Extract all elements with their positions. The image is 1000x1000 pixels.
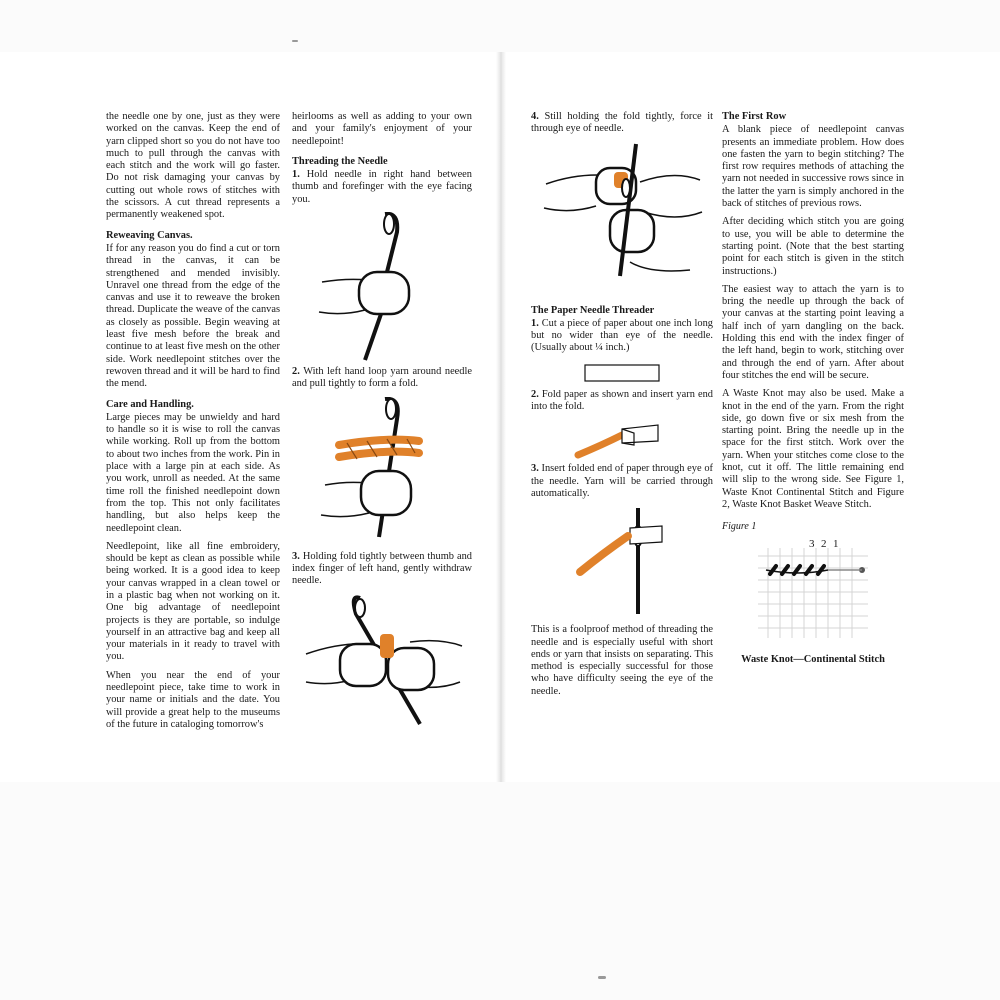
step-3 <box>292 551 472 588</box>
book-gutter <box>496 52 506 782</box>
paper-step-3 <box>531 463 713 500</box>
step-number: 2. <box>292 366 300 378</box>
paragraph: The easiest way to attach the yarn is to bring the needle up through the back of your canvas at the starting point leaving a half inch of yarn dangling on the back. Holding this end with the index finger of the left hand, begin to work, stitching over and through the end of yarn. After about four stitches the end will be secure. <box>722 283 904 381</box>
heading-threading-the-needle: Threading the Needle <box>292 155 388 167</box>
figure-caption: Waste Knot—Continental Stitch <box>741 653 885 665</box>
paragraph: the needle one by one, just as they were worked on the canvas. Keep the end of yarn clipped short so you do not have too much to pull through the canvas with each stitch and the work will go faster. Do not risk damaging your canvas by cutting out whole rows of stitches with the scissors. A cut thread represents a permanently weakened spot. <box>106 111 280 221</box>
withdraw-needle-illustration <box>300 594 465 734</box>
force-fold-illustration <box>540 142 705 277</box>
step-text: Fold paper as shown and insert yarn end into the fold. <box>531 388 713 413</box>
figure-number: 3 <box>809 537 815 550</box>
heading-care-and-handling: Care and Handling. <box>106 398 194 410</box>
step-1 <box>292 169 472 206</box>
step-4 <box>531 111 713 136</box>
paper-strip-illustration <box>582 361 662 385</box>
paragraph: Needlepoint, like all fine embroidery, should be kept as clean as possible while being worked. It is a good idea to keep your canvas wrapped in a clean towel or in a plastic bag when not working on it. One big advantage of needlepoint projects is they are portable, so indulge yourself in an attractive bag and keep all your materials in it ready to travel with you. <box>106 540 280 663</box>
column-2 <box>292 111 472 738</box>
step-2 <box>292 366 472 391</box>
paper-step-1 <box>531 318 713 355</box>
column-4 <box>722 111 904 666</box>
figure-label: Figure 1 <box>722 521 757 533</box>
loop-yarn-illustration <box>307 397 457 547</box>
step-text: Holding fold tightly between thumb and index finger of left hand, gently withdraw needle. <box>292 550 472 587</box>
step-number: 3. <box>531 463 539 475</box>
step-text: Cut a piece of paper about one inch long but no wider than eye of the needle. (Usually about ¼ inch.) <box>531 317 713 354</box>
column-1 <box>106 111 280 737</box>
step-text: Insert folded end of paper through eye of the needle. Yarn will be carried through automatically. <box>531 463 713 499</box>
paragraph: Large pieces may be unwieldy and hard to handle so it is wise to roll the canvas while working. Roll up from the bottom to about two inches from the work. Pin in place with a large pin at each side. As you work, unroll as needed. At the same time roll the finished needlepoint down from the top. This not only facilitates handling, but also helps keep the needlepoint clean. <box>106 411 280 534</box>
column-3 <box>531 111 713 704</box>
paragraph: This is a foolproof method of threading the needle and is especially useful with short ends or yarn that insists on separating. This method is especially successful for those who have difficulty seeing the eye of the needle. <box>531 624 713 697</box>
paragraph: When you near the end of your needlepoint piece, take time to work in your name or initials and the date. You will provide a great help to the museums of the future in cataloging tomorrow's <box>106 669 280 730</box>
heading-the-first-row: The First Row <box>722 111 787 122</box>
heading-paper-needle-threader: The Paper Needle Threader <box>531 304 655 316</box>
step-number: 1. <box>292 169 300 181</box>
step-number: 4. <box>531 111 539 122</box>
paper-through-eye-illustration <box>572 506 672 616</box>
paragraph: A blank piece of needlepoint canvas presents an immediate problem. How does one fasten the yarn to begin stitching? The first row requires methods of attaching the yarn not needed in successive rows since in the latter the yarn is simply anchored in the back of stitches of previous rows. <box>722 124 904 210</box>
paragraph: After deciding which stitch you are going to use, you will be able to determine the starting point. (Note that the best starting point for each stitch is given in the stitch instructions.) <box>722 216 904 277</box>
figure-number: 1 <box>833 537 839 550</box>
paper-step-2 <box>531 389 713 414</box>
step-text: Hold needle in right hand between thumb and forefinger with the eye facing you. <box>292 169 472 205</box>
figure-number: 2 <box>821 537 827 550</box>
paragraph: A Waste Knot may also be used. Make a knot in the end of the yarn. From the right side, go down five or six mesh from the starting point. Bring the needle up in the space for the first stitch. Work over the yarn. When your stitches come close to the knot, cut it off. The little remaining end will slip to the wrong side. See Figure 1, Waste Knot Continental Stitch and Figure 2, Waste Knot Basket Weave Stitch. <box>722 388 904 510</box>
step-number: 3. <box>292 550 300 562</box>
heading-reweaving-canvas: Reweaving Canvas. <box>106 229 193 241</box>
step-text: With left hand loop yarn around needle and pull tightly to form a fold. <box>292 366 472 390</box>
waste-knot-figure <box>758 538 868 638</box>
needle-hold-illustration <box>307 212 457 362</box>
step-number: 1. <box>531 317 539 329</box>
paragraph: heirlooms as well as adding to your own and your family's enjoyment of your needlepoint! <box>292 111 472 147</box>
step-text: Still holding the fold tightly, force it through eye of needle. <box>531 111 713 135</box>
fold-paper-illustration <box>572 419 672 459</box>
paper-speck <box>598 976 606 979</box>
paragraph: If for any reason you do find a cut or torn thread in the canvas, it can be strengthened and mended invisibly. Unravel one thread from the edge of the canvas and use it to reweave the broken thread. Duplicate the weave of the canvas as closely as possible. Begin weaving at least five mesh before the break and continue to at least five mesh on the other side. Work needlepoint stitches over the rewoven thread and it will be hard to find the mend. <box>106 242 280 390</box>
paper-speck <box>292 40 298 42</box>
canvas-grid-illustration <box>758 538 868 638</box>
step-number: 2. <box>531 388 539 400</box>
